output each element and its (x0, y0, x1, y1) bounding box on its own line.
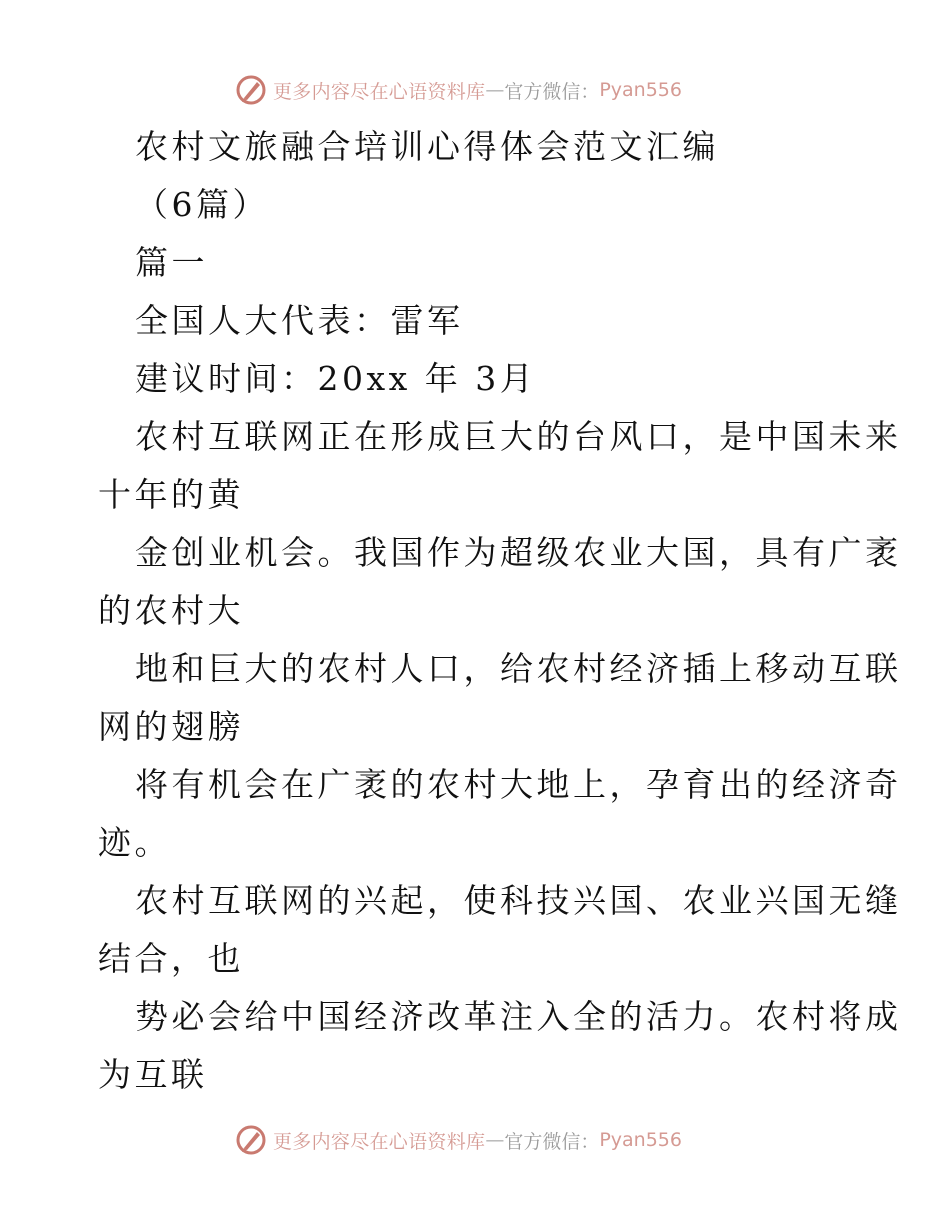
pen-logo-icon (235, 1124, 267, 1156)
pen-logo-icon (235, 74, 267, 106)
watermark-site-text: 更多内容尽在心语资料库 (273, 80, 486, 103)
section-heading: 篇一 (135, 243, 208, 282)
paragraph-line: 金创业机会。我国作为超级农业大国，具有广袤 (135, 533, 902, 572)
paragraph-line: 农村互联网正在形成巨大的台风口，是中国未来 (135, 417, 902, 456)
paragraph-line: 网的翅膀 (98, 707, 244, 746)
paragraph-line: 势必会给中国经济改革注入全的活力。农村将成 (135, 997, 902, 1036)
author-line: 全国人大代表：雷军 (135, 301, 464, 340)
paragraph-line: 十年的黄 (98, 475, 244, 514)
watermark-separator: — (485, 79, 505, 101)
watermark-wechat-label: 官方微信： (504, 1130, 600, 1153)
date-line: 建议时间：20xx 年 3月 (135, 359, 537, 398)
paragraph-line: 为互联 (98, 1055, 208, 1094)
paragraph-line: 结合，也 (98, 939, 244, 978)
watermark-wechat-id: Pyan556 (599, 1129, 682, 1151)
watermark-site-text: 更多内容尽在心语资料库 (273, 1130, 486, 1153)
paragraph-line: 迹。 (98, 823, 171, 862)
footer-watermark (235, 1122, 682, 1158)
watermark-wechat-label: 官方微信： (504, 80, 600, 103)
paragraph-line: 的农村大 (98, 591, 244, 630)
document-subtitle: （6篇） (135, 185, 269, 224)
header-watermark (235, 72, 682, 108)
paragraph-line: 地和巨大的农村人口，给农村经济插上移动互联 (135, 649, 902, 688)
document-title: 农村文旅融合培训心得体会范文汇编 (135, 127, 719, 166)
paragraph-line: 农村互联网的兴起，使科技兴国、农业兴国无缝 (135, 881, 902, 920)
watermark-wechat-id: Pyan556 (599, 79, 682, 101)
paragraph-line: 将有机会在广袤的农村大地上，孕育出的经济奇 (135, 765, 902, 804)
watermark-separator: — (485, 1129, 505, 1151)
